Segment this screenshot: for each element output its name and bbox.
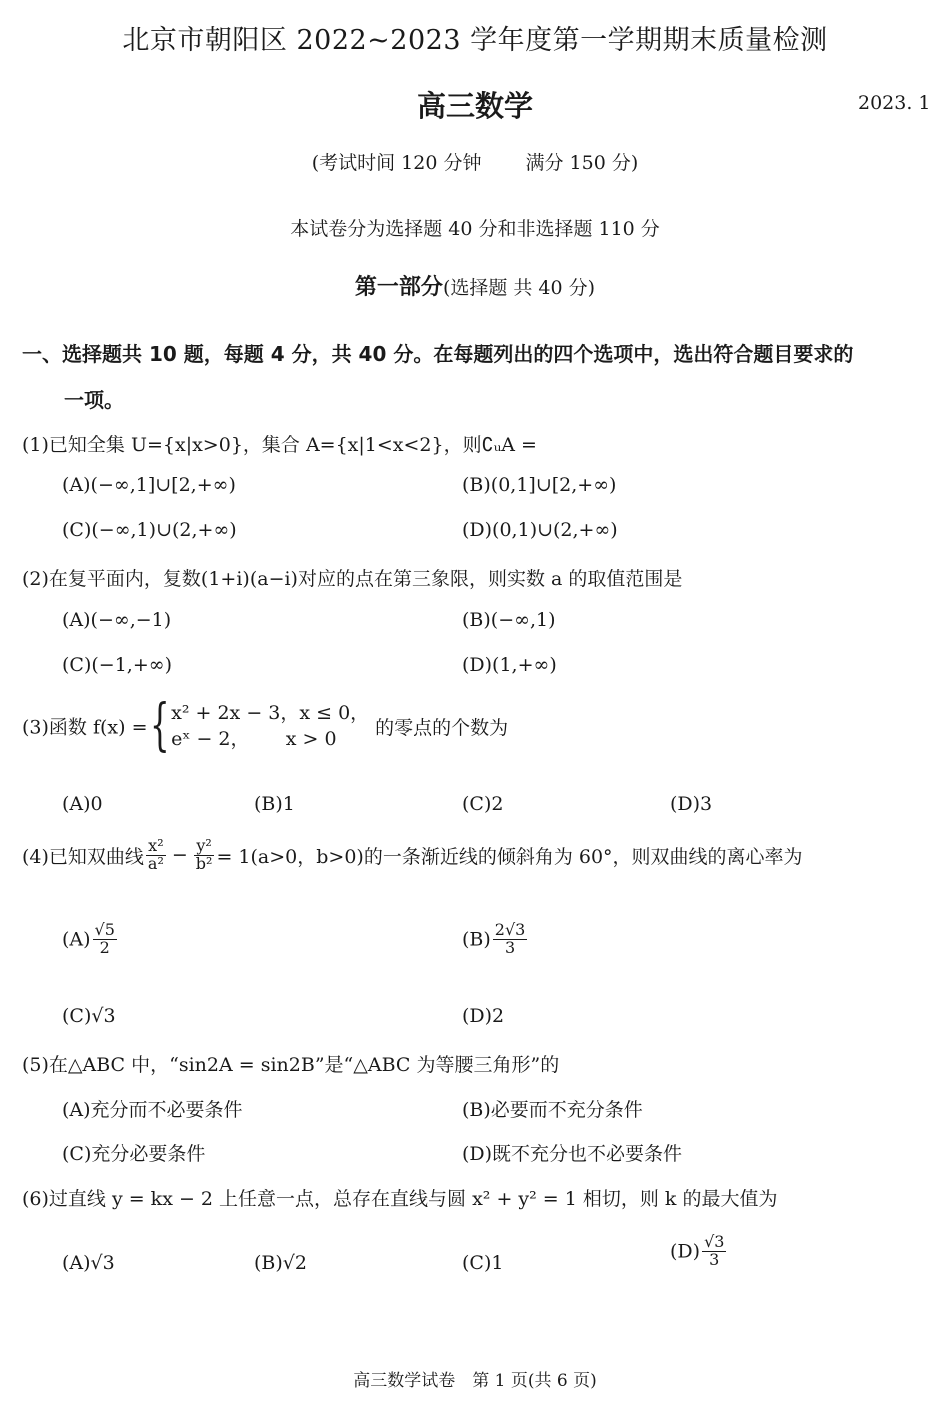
q5-option-c: (C)充分必要条件 <box>62 1143 206 1165</box>
q2-option-d: (D)(1,+∞) <box>462 654 557 676</box>
q2-option-c: (C)(−1,+∞) <box>62 654 172 676</box>
exam-time: (考试时间 120 分钟 <box>311 152 482 174</box>
q4-option-a <box>62 922 119 957</box>
score-split: 本试卷分为选择题 40 分和非选择题 110 分 <box>290 218 660 240</box>
q4-option-b <box>462 922 529 957</box>
q4-option-c: (C)√3 <box>62 1005 116 1027</box>
q1-option-b: (B)(0,1]∪[2,+∞) <box>462 474 617 496</box>
q3-option-a: (A)0 <box>62 793 103 815</box>
q5-stem: (5)在△ABC 中，“sin2A = sin2B”是“△ABC 为等腰三角形”的 <box>22 1054 560 1076</box>
q4-option-d: (D)2 <box>462 1005 505 1027</box>
q4-b-num: 2√3 <box>494 920 526 939</box>
full-score: 满分 150 分) <box>525 152 639 174</box>
q6-option-a: (A)√3 <box>62 1252 115 1274</box>
q2-stem: (2)在复平面内，复数(1+i)(a−i)对应的点在第三象限，则实数 a 的取值范围是 <box>22 568 683 590</box>
q1-option-d: (D)(0,1)∪(2,+∞) <box>462 519 618 541</box>
q4-option-a-frac <box>93 922 117 957</box>
exam-title: 北京市朝阳区 2022~2023 学年度第一学期期末质量检测 <box>122 25 828 56</box>
q4-suffix: = 1(a>0，b>0)的一条渐近线的倾斜角为 60°，则双曲线的离心率为 <box>216 845 803 868</box>
q4-fraction-y <box>194 838 215 873</box>
q4-frac1-num: x² <box>146 838 166 856</box>
q4-option-a-label: (A) <box>62 928 91 951</box>
q6-d-den: 3 <box>709 1249 720 1269</box>
q4-frac2-num: y² <box>194 838 215 856</box>
q4-fraction-x <box>146 838 166 873</box>
q5-option-b: (B)必要而不充分条件 <box>462 1099 643 1121</box>
q4-option-b-label: (B) <box>462 928 491 951</box>
q4-frac2-den: b² <box>195 853 213 873</box>
q6-option-b: (B)√2 <box>254 1252 307 1274</box>
q4-prefix: (4)已知双曲线 <box>22 845 144 868</box>
q4-a-num: √5 <box>94 920 115 939</box>
q6-stem: (6)过直线 y = kx − 2 上任意一点，总存在直线与圆 x² + y² = 1 相切，则 k 的最大值为 <box>22 1188 778 1210</box>
q1-option-a: (A)(−∞,1]∪[2,+∞) <box>62 474 236 496</box>
part-heading <box>0 270 950 301</box>
q4-option-b-frac <box>493 922 528 957</box>
q3-piece-1: x² + 2x − 3，x ≤ 0， <box>171 702 370 724</box>
q4-frac1-den: a² <box>147 853 164 873</box>
page-footer: 高三数学试卷 第 1 页(共 6 页) <box>353 1371 597 1391</box>
q3-prefix: (3)函数 f(x) = <box>22 716 148 739</box>
q3-piecewise <box>171 700 369 752</box>
q6-option-c: (C)1 <box>462 1252 504 1274</box>
left-brace-icon: { <box>149 693 170 758</box>
q6-option-d-label: (D) <box>670 1240 701 1263</box>
subject-title: 高三数学 <box>416 89 533 123</box>
q5-option-a: (A)充分而不必要条件 <box>62 1099 243 1121</box>
q3-option-d: (D)3 <box>670 793 713 815</box>
q4-minus: − <box>171 844 188 867</box>
section-instructions: 一、选择题共 10 题，每题 4 分，共 40 分。在每题列出的四个选项中，选出符合题目要求的 <box>22 342 854 366</box>
part-title: 第一部分 <box>354 275 443 300</box>
exam-info <box>0 148 950 175</box>
q2-option-b: (B)(−∞,1) <box>462 609 556 631</box>
q3-option-b: (B)1 <box>254 793 295 815</box>
q3-piece-2: eˣ − 2， x > 0 <box>171 728 337 750</box>
q4-stem <box>22 838 803 873</box>
q6-option-d <box>670 1234 728 1269</box>
q3-option-c: (C)2 <box>462 793 504 815</box>
q2-option-a: (A)(−∞,−1) <box>62 609 172 631</box>
q4-a-den: 2 <box>99 937 110 957</box>
q1-stem: (1)已知全集 U={x|x>0}，集合 A={x|1<x<2}，则∁ᵤA = <box>22 434 537 456</box>
part-note: (选择题 共 40 分) <box>442 277 596 299</box>
q4-b-den: 3 <box>504 937 516 957</box>
q3-suffix: 的零点的个数为 <box>375 716 509 739</box>
q6-option-d-frac <box>702 1234 726 1269</box>
q6-d-num: √3 <box>704 1232 725 1251</box>
q5-option-d: (D)既不充分也不必要条件 <box>462 1143 683 1165</box>
q1-option-c: (C)(−∞,1)∪(2,+∞) <box>62 519 237 541</box>
section-instructions-cont: 一项。 <box>64 388 124 412</box>
q3-stem <box>22 693 509 758</box>
exam-date: 2023. 1 <box>858 92 931 114</box>
